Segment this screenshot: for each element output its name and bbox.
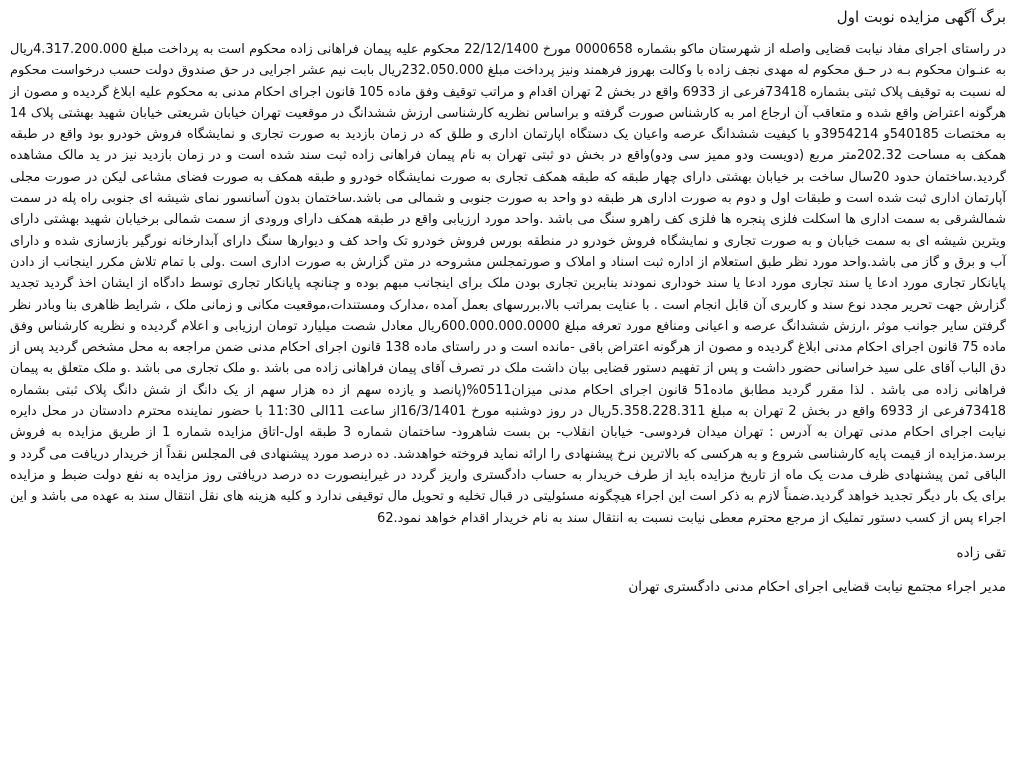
signatory-title: مدیر اجراء مجتمع نیابت قضایی اجرای احکام مدنی دادگستری تهران [628, 578, 1006, 595]
notice-content [10, 6, 1012, 597]
notice-heading: برگ آگهی مزایده نوبت اول [836, 8, 1006, 26]
signatory-name: تقی زاده [956, 544, 1006, 561]
notice-body: در راستای اجرای مفاد نیابت قضایی واصله از شهرستان ماکو بشماره 0000658 مورخ 22/12/1400 محکوم علیه پیمان فراهانی زاده محکوم است به پرداخت مبلغ 4.317.200.000ریال به عنـوان محکوم بـه در حـق محکوم له مهدی نجف زاده با وکالت بهروز فرهمند ونیز پرداخت مبلغ 232.050.000ریال بابت نیم عشر اجرایی در حق صندوق دولت حسب درخواست محکوم له نسبت به توقیف پلاک ثبتی بشماره 73418فرعی از 6933 واقع در بخش 2 تهران اقدام و مراتب توقیف وفق ماده 105 قانون اجرای احکام مدنی به محکوم علیه ابلاغ گردیده و مصون از هرگونه اعتراض واقع شده و متعاقب آن ارجاع امر به کارشناس صورت گرفته و براساس نظریه کارشناسی ارزش ششدانگ در موقعیت تهران خیابان شریعتی خیابان شهید بهشتی پلاک 14 به مختصات 540185و 3954214و با کیفیت ششدانگ عرصه واعیان یک دستگاه اپارتمان اداری و طلق که در زمان بازدید به صورت تجاری و نمایشگاه فروش خودرو بود واقع در طبقه همکف به مساحت 202.32متر مربع (دویست ودو ممیز سی ودو)واقع در بخش دو ثبتی تهران به نام پیمان فراهانی زاده ثبت سند شده است و در زمان بازدید نیز در ید مالک مشاهده گردید.ساختمان حدود 20سال ساخت بر خیابان بهشتی دارای چهار طبقه که طبقه همکف تجاری به صورت نمایشگاه خودرو و طبقه همکف به صورت فضای مشاعی لیکن در صورت مجلی آپارتمان اداری ثبت شده است و طبقات اول و دوم به صورت اداری هر طبقه دو واحد به صورت جنوبی و شمالی می باشد.ساختمان بدون آسانسور نمای شیشه ای جنوبی راه پله در سمت شمالشرقی به سمت اداری ها اسکلت فلزی پنجره ها فلزی کف راهرو سنگ می باشد .واحد مورد ارزیابی واقع در طبقه همکف دارای ورودی از سمت شمالی برخیابان شهید بهشتی دارای ویترین شیشه ای به سمت خیابان و به صورت تجاری و نمایشگاه فروش خودرو در منطقه بورس فروش خودرو تک واحد کف و دیوارها سنگ دارای آبدارخانه نورگیر بازسازی شده و دارای آب و برق و گاز می باشد.واحد مورد نظر طبق استعلام از اداره ثبت اسناد و املاک و صورتمجلس مشروحه در متن گزارش به صورت اداری است .ولی با تمام تلاش مکرر اینجانب از دادن پایانکار تجاری مورد ادعا یا سند تجاری مورد ادعا یا سند خوداری نمودند بنابرین تجاری بودن ملک برای اینجانب مبهم بوده و چنانچه پایانکار تجاری توسط دادگاه از ایشان اخذ گردید تجدید گزارش جهت تحریر مجدد نوع سند و کاربری آن قابل انجام است . با عنایت بمراتب بالا،بررسهای بعمل آمده ،مدارک ومستندات،موقعیت مکانی و زمانی ملک ، شرایط ظاهری بنا وبادر نظر گرفتن سایر جوانب موثر ،ارزش ششدانگ عرصه و اعیانی ومنافع مورد تعرفه مبلغ 600.000.000.0000ریال معادل شصت میلیارد تومان ارزیابی و اعلام گردیده و نظریه کارشناس وفق ماده 75 قانون اجرای احکام مدنی ابلاغ گردیده و مصون از هرگونه اعتراض باقی -مانده است و در راستای ماده 138 قانون اجرای احکام مدنی ضمن مراجعه به محل مشخص گردید پس از دق الباب آقای علی سید خراسانی حضور داشت و پس از تفهیم دستور قضایی بیان داشت ملک در تصرف آقای پیمان فراهانی زاده می باشد .و ملک تجاری می باشد .و ملک متعلق به پیمان فراهانی زاده می باشد . لذا مقرر گردید مطابق ماده51 قانون اجرای احکام مدنی میزان0511%(پانصد و یازده سهم از ده هزار سهم از یک دانگ از شش دانگ پلاک ثبتی بشماره 73418فرعی از 6933 واقع در بخش 2 تهران به مبلغ 5.358.228.311ریال در روز دوشنبه مورخ 16/3/1401از ساعت 11الی 11:30 با حضور نماینده محترم دادستان در محل دایره نیابت اجرای احکام مدنی تهران به آدرس : تهران میدان فردوسی- خیابان انقلاب- بن بست شاهرود- ساختمان شماره 3 طبقه اول-اتاق مزایده شماره 1 از طریق مزایده به فروش برسد.مزایده از قیمت پایه کارشناسی شروع و به هرکسی که بالاترین نرخ پیشنهادی را ارائه نماید فروخته خواهدشد. ده درصد مورد پیشنهادی فی المجلس نقداً از خریدار دریافت می گردد و الباقی ثمن پیشنهادی ظرف مدت یک ماه از تاریخ مزایده باید از طرف خریدار به حساب دادگستری واریز گردد در غیراینصورت ده درصد دریافتی روز مزایده به نفع دولت ضبط و مزایده برای یک بار دیگر تجدید خواهد گردید.ضمناً لازم به ذکر است این اجراء هیچگونه مسئولیتی در قبال تخلیه و تحویل مال توقیفی ندارد و کلیه هزینه های نقل انتقال سند به عهده می باشد و این اجراء پس از کسب دستور تملیک از مرجع محترم معطی نیابت نسبت به انتقال سند به نام خریدار اقدام خواهد نمود.62 [10, 42, 1007, 526]
